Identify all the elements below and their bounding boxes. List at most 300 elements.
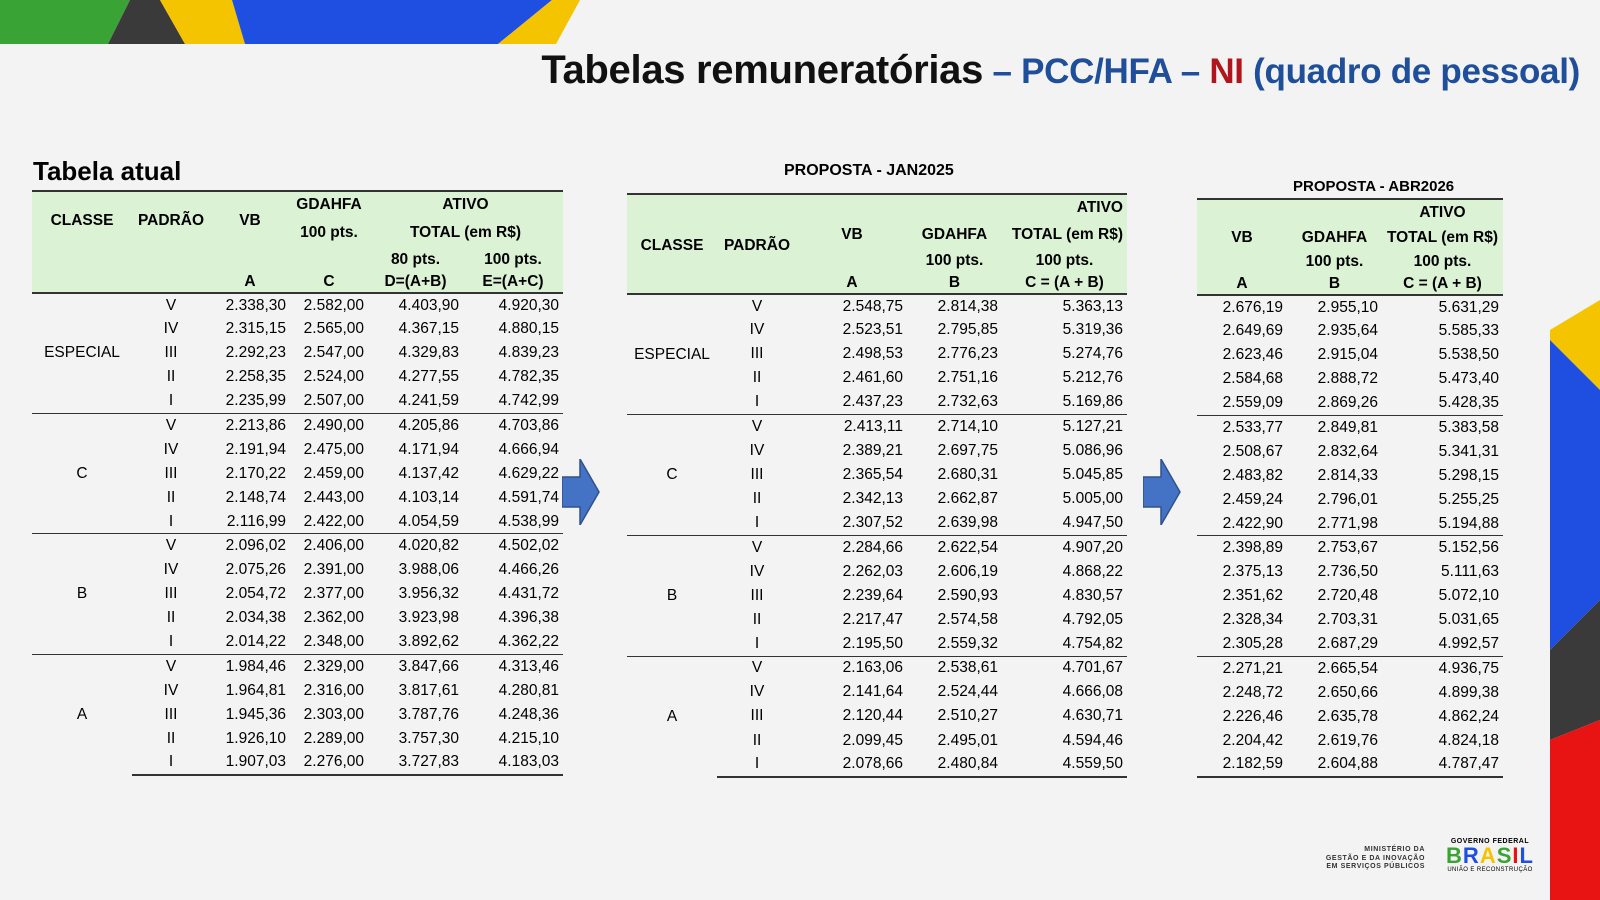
total-cell: 4.559,50 [1002, 753, 1127, 777]
padrao-cell: V [132, 413, 210, 437]
total-100-cell: 4.396,38 [498, 609, 559, 627]
padrao-cell: IV [749, 321, 765, 339]
title-main: Tabelas remuneratórias [541, 48, 984, 92]
brasil-letter: L [1519, 843, 1534, 868]
gdahfa-cell: 2.574,58 [937, 610, 998, 628]
page-title [541, 48, 1580, 93]
header-total: TOTAL (em R$) [409, 224, 522, 241]
vb-cell: 2.398,89 [1197, 536, 1287, 560]
header-col-c: C = (A + B) [1403, 274, 1482, 292]
gdahfa-cell: 2.776,23 [937, 345, 998, 363]
total-80-cell: 3.727,83 [368, 751, 463, 775]
gdahfa-cell: 2.507,00 [303, 392, 364, 410]
gdahfa-cell: 2.582,00 [290, 293, 368, 317]
vb-cell: 2.191,94 [225, 440, 286, 458]
total-100-cell: 4.183,03 [463, 751, 563, 775]
padrao-cell: I [168, 512, 174, 530]
total-cell: 4.787,47 [1382, 753, 1503, 777]
total-100-cell: 4.313,46 [463, 654, 563, 678]
total-80-cell: 4.103,14 [398, 488, 459, 506]
total-cell: 5.045,85 [1062, 466, 1123, 484]
padrao-cell: I [754, 514, 760, 532]
table-row [1197, 391, 1503, 415]
vb-cell: 2.096,02 [210, 534, 290, 558]
brasil-letter: S [1496, 843, 1513, 868]
total-80-cell: 4.329,83 [398, 344, 459, 362]
total-100-cell: 4.920,30 [463, 293, 563, 317]
padrao-cell: V [132, 534, 210, 558]
vb-cell: 1.926,10 [225, 729, 286, 747]
table-row [1197, 560, 1503, 584]
vb-cell: 1.945,36 [225, 705, 286, 723]
vb-cell: 2.389,21 [842, 441, 903, 459]
vb-cell: 2.375,13 [1222, 563, 1283, 581]
gdahfa-cell: 2.406,00 [290, 534, 368, 558]
table-row [1197, 608, 1503, 632]
vb-cell: 2.284,66 [797, 535, 907, 559]
total-cell: 5.631,29 [1382, 295, 1503, 319]
vb-cell: 2.533,77 [1197, 415, 1287, 439]
arrow-right-icon [562, 459, 600, 525]
vb-cell: 1.964,81 [225, 681, 286, 699]
gdahfa-cell: 2.697,75 [937, 441, 998, 459]
total-cell: 5.473,40 [1438, 370, 1499, 388]
vb-cell: 2.676,19 [1197, 295, 1287, 319]
gdahfa-cell: 2.329,00 [290, 654, 368, 678]
vb-cell: 2.078,66 [797, 753, 907, 777]
gdahfa-cell: 2.662,87 [937, 490, 998, 508]
total-100-cell: 4.248,36 [498, 705, 559, 723]
total-100-cell: 4.880,15 [498, 320, 559, 338]
gdahfa-cell: 2.547,00 [303, 344, 364, 362]
header-ativo: ATIVO [1002, 194, 1127, 220]
padrao-cell: IV [749, 441, 765, 459]
gdahfa-cell: 2.538,61 [907, 656, 1002, 680]
padrao-cell: II [166, 488, 176, 506]
table-row [1197, 681, 1503, 705]
top-color-band [0, 0, 600, 44]
classe-cell: B [627, 535, 717, 656]
gdahfa-cell: 2.680,31 [937, 466, 998, 484]
table-row [1197, 367, 1503, 391]
total-100-cell: 4.280,81 [498, 681, 559, 699]
ministry-label: MINISTÉRIO DA GESTÃO E DA INOVAÇÃO EM SERVIÇOS PÚBLICOS [1325, 846, 1425, 870]
gdahfa-cell: 2.751,16 [937, 369, 998, 387]
vb-cell: 2.014,22 [225, 633, 286, 651]
header-col-e: E=(A+C) [482, 272, 544, 290]
arrow-right-icon [1143, 459, 1181, 525]
total-cell: 4.992,57 [1438, 635, 1499, 653]
header-col-a: A [244, 272, 256, 290]
vb-cell: 2.141,64 [842, 683, 903, 701]
table-row [627, 415, 1127, 439]
table-row [1197, 319, 1503, 343]
gdahfa-cell: 2.935,64 [1317, 322, 1378, 340]
gdahfa-cell: 2.915,04 [1317, 346, 1378, 364]
total-80-cell: 4.020,82 [368, 534, 463, 558]
brasil-letter: A [1479, 843, 1497, 868]
total-cell: 4.830,57 [1062, 586, 1123, 604]
total-cell: 5.585,33 [1438, 322, 1499, 340]
total-100-cell: 4.431,72 [498, 585, 559, 603]
title-scope: (quadro de pessoal) [1243, 52, 1580, 91]
classe-cell: ESPECIAL [627, 294, 717, 415]
total-100-cell: 4.742,99 [498, 392, 559, 410]
header-col-a: A [846, 273, 858, 291]
total-100-cell: 4.502,02 [463, 534, 563, 558]
vb-cell: 2.075,26 [225, 561, 286, 579]
vb-cell: 2.239,64 [842, 586, 903, 604]
padrao-cell: II [752, 369, 762, 387]
gdahfa-cell: 2.475,00 [303, 440, 364, 458]
total-cell: 4.899,38 [1438, 683, 1499, 701]
classe-cell: C [627, 415, 717, 536]
gdahfa-cell: 2.604,88 [1287, 753, 1382, 777]
total-cell: 4.701,67 [1002, 656, 1127, 680]
gdahfa-cell: 2.753,67 [1287, 536, 1382, 560]
gdahfa-cell: 2.524,44 [937, 683, 998, 701]
gdahfa-cell: 2.459,00 [303, 464, 364, 482]
gdahfa-cell: 2.443,00 [303, 488, 364, 506]
header-col-c: C [323, 272, 335, 290]
vb-cell: 2.649,69 [1222, 322, 1283, 340]
vb-cell: 1.984,46 [210, 654, 290, 678]
total-cell: 5.538,50 [1438, 346, 1499, 364]
gdahfa-cell: 2.495,01 [937, 731, 998, 749]
total-80-cell: 4.241,59 [398, 392, 459, 410]
right-color-band [1550, 300, 1600, 900]
padrao-cell: IV [163, 561, 179, 579]
header-100pts: 100 pts. [300, 224, 358, 241]
table-row [627, 294, 1127, 318]
padrao-cell: V [717, 535, 797, 559]
total-80-cell: 3.892,62 [398, 633, 459, 651]
classe-cell: B [32, 534, 132, 654]
gdahfa-cell: 2.869,26 [1317, 394, 1378, 412]
table-row [1197, 705, 1503, 729]
gdahfa-cell: 2.606,19 [937, 562, 998, 580]
brasil-wordmark [1440, 845, 1540, 867]
total-80-cell: 3.847,66 [368, 654, 463, 678]
vb-cell: 2.623,46 [1222, 346, 1283, 364]
vb-cell: 2.034,38 [225, 609, 286, 627]
total-cell: 4.907,20 [1002, 535, 1127, 559]
padrao-cell: III [164, 464, 178, 482]
vb-cell: 2.248,72 [1222, 683, 1283, 701]
brasil-letter: R [1462, 843, 1480, 868]
table-proposta-abr2026 [1197, 198, 1503, 778]
vb-cell: 2.548,75 [797, 294, 907, 318]
padrao-cell: I [754, 393, 760, 411]
padrao-cell: I [754, 634, 760, 652]
total-cell: 4.824,18 [1438, 731, 1499, 749]
total-cell: 4.792,05 [1062, 610, 1123, 628]
total-80-cell: 4.277,55 [398, 368, 459, 386]
total-80-cell: 3.817,61 [398, 681, 459, 699]
total-cell: 5.072,10 [1438, 587, 1499, 605]
total-cell: 5.274,76 [1062, 345, 1123, 363]
gdahfa-cell: 2.362,00 [303, 609, 364, 627]
gdahfa-cell: 2.703,31 [1317, 611, 1378, 629]
total-80-cell: 4.171,94 [398, 440, 459, 458]
table-row [1197, 512, 1503, 536]
vb-cell: 2.437,23 [842, 393, 903, 411]
gdahfa-cell: 2.814,38 [907, 294, 1002, 318]
vb-cell: 2.584,68 [1222, 370, 1283, 388]
title-program: – PCC/HFA – [983, 52, 1210, 91]
total-cell: 4.868,22 [1062, 562, 1123, 580]
total-cell: 4.936,75 [1382, 656, 1503, 680]
classe-cell: C [32, 413, 132, 533]
header-col-b: B [1328, 274, 1341, 292]
vb-cell: 2.271,21 [1197, 656, 1287, 680]
table-row [1197, 729, 1503, 753]
gdahfa-cell: 2.650,66 [1317, 683, 1378, 701]
padrao-cell: III [750, 345, 764, 363]
total-80-cell: 3.956,32 [398, 585, 459, 603]
header-vb: VB [841, 226, 863, 243]
padrao-cell: V [717, 294, 797, 318]
governo-federal-logo: GOVERNO FEDERAL BRASIL UNIÃO E RECONSTRUÇÃO [1440, 838, 1540, 873]
total-100-cell: 4.362,22 [498, 633, 559, 651]
gdahfa-cell: 2.619,76 [1317, 731, 1378, 749]
header-100pts-b: 100 pts. [484, 251, 542, 268]
padrao-cell: III [164, 344, 178, 362]
total-cell: 4.630,71 [1062, 707, 1123, 725]
classe-cell: ESPECIAL [32, 293, 132, 413]
table-row [1197, 464, 1503, 488]
gdahfa-cell: 2.510,27 [937, 707, 998, 725]
total-80-cell: 4.054,59 [398, 512, 459, 530]
padrao-cell: II [752, 731, 762, 749]
total-100-cell: 4.629,22 [498, 464, 559, 482]
total-cell: 5.005,00 [1062, 490, 1123, 508]
padrao-cell: I [717, 753, 797, 777]
vb-cell: 2.182,59 [1197, 753, 1287, 777]
header-col-c: C = (A + B) [1025, 273, 1104, 291]
padrao-cell: II [752, 490, 762, 508]
total-cell: 5.194,88 [1438, 514, 1499, 532]
total-cell: 5.428,35 [1438, 394, 1499, 412]
brasil-letter: I [1512, 843, 1520, 868]
table-row [32, 534, 563, 558]
gdahfa-cell: 2.796,01 [1317, 490, 1378, 508]
vb-cell: 2.461,60 [842, 369, 903, 387]
table-row [32, 654, 563, 678]
vb-cell: 2.305,28 [1222, 635, 1283, 653]
gdahfa-cell: 2.377,00 [303, 585, 364, 603]
total-100-cell: 4.782,35 [498, 368, 559, 386]
total-cell: 5.086,96 [1062, 441, 1123, 459]
gdahfa-cell: 2.639,98 [937, 514, 998, 532]
vb-cell: 2.328,34 [1222, 611, 1283, 629]
vb-cell: 2.148,74 [225, 488, 286, 506]
vb-cell: 2.213,86 [210, 413, 290, 437]
table-row [1197, 488, 1503, 512]
total-cell: 5.111,63 [1440, 563, 1499, 581]
table-row [1197, 753, 1503, 777]
header-classe: CLASSE [640, 237, 704, 254]
table-row [32, 293, 563, 317]
vb-cell: 2.226,46 [1222, 707, 1283, 725]
proposta-abr-title: PROPOSTA - ABR2026 [1293, 178, 1455, 195]
total-cell: 5.169,86 [1062, 393, 1123, 411]
gdahfa-cell: 2.480,84 [907, 753, 1002, 777]
vb-cell: 2.163,06 [797, 656, 907, 680]
table-row [1197, 584, 1503, 608]
padrao-cell: III [750, 466, 764, 484]
header-gdahfa: GDAHFA [921, 226, 988, 243]
header-100pts-b: 100 pts. [1413, 253, 1472, 270]
total-cell: 5.363,13 [1002, 294, 1127, 318]
vb-cell: 2.315,15 [225, 320, 286, 338]
vb-cell: 2.523,51 [842, 321, 903, 339]
total-100-cell: 4.466,26 [498, 561, 559, 579]
gdahfa-cell: 2.714,10 [907, 415, 1002, 439]
table-row [1197, 343, 1503, 367]
classe-cell: A [32, 654, 132, 774]
gdahfa-cell: 2.687,29 [1317, 635, 1378, 653]
vb-cell: 2.483,82 [1222, 466, 1283, 484]
header-gdahfa: GDAHFA [290, 191, 368, 217]
vb-cell: 2.120,44 [842, 707, 903, 725]
gdahfa-cell: 2.565,00 [303, 320, 364, 338]
title-level: NI [1209, 52, 1244, 91]
table-row [1197, 295, 1503, 319]
gdahfa-cell: 2.732,63 [937, 393, 998, 411]
vb-cell: 2.262,03 [842, 562, 903, 580]
header-ativo: ATIVO [368, 191, 563, 217]
proposta-jan-title: PROPOSTA - JAN2025 [784, 162, 954, 179]
total-cell: 5.255,25 [1438, 490, 1499, 508]
gdahfa-cell: 2.635,78 [1317, 707, 1378, 725]
total-80-cell: 3.757,30 [398, 729, 459, 747]
vb-cell: 2.351,62 [1222, 587, 1283, 605]
vb-cell: 2.235,99 [225, 392, 286, 410]
padrao-cell: III [164, 585, 178, 603]
table-row [1197, 440, 1503, 464]
gdahfa-cell: 2.795,85 [937, 321, 998, 339]
total-100-cell: 4.538,99 [498, 512, 559, 530]
vb-cell: 2.099,45 [842, 731, 903, 749]
vb-cell: 2.498,53 [842, 345, 903, 363]
gdahfa-cell: 2.590,93 [937, 586, 998, 604]
vb-cell: 2.342,13 [842, 490, 903, 508]
padrao-cell: IV [749, 562, 765, 580]
total-cell: 5.383,58 [1382, 415, 1503, 439]
brasil-letter: B [1446, 843, 1463, 868]
gdahfa-cell: 2.665,54 [1287, 656, 1382, 680]
vb-cell: 2.195,50 [842, 634, 903, 652]
vb-cell: 2.307,52 [842, 514, 903, 532]
padrao-cell: III [750, 586, 764, 604]
classe-cell: A [627, 656, 717, 777]
gdahfa-cell: 2.276,00 [290, 751, 368, 775]
total-80-cell: 3.787,76 [398, 705, 459, 723]
total-cell: 4.666,08 [1062, 683, 1123, 701]
header-gdahfa: GDAHFA [1301, 229, 1368, 246]
gdahfa-cell: 2.888,72 [1317, 370, 1378, 388]
total-cell: 5.319,36 [1062, 321, 1123, 339]
total-cell: 4.754,82 [1062, 634, 1123, 652]
gdahfa-cell: 2.316,00 [303, 681, 364, 699]
gdahfa-cell: 2.736,50 [1317, 563, 1378, 581]
total-80-cell: 4.205,86 [368, 413, 463, 437]
padrao-cell: I [168, 392, 174, 410]
gdahfa-cell: 2.490,00 [290, 413, 368, 437]
gdahfa-cell: 2.422,00 [303, 512, 364, 530]
table-row [627, 656, 1127, 680]
vb-cell: 2.413,11 [797, 415, 907, 439]
padrao-cell: I [168, 633, 174, 651]
total-100-cell: 4.703,86 [463, 413, 563, 437]
padrao-cell: IV [749, 683, 765, 701]
padrao-cell: II [166, 609, 176, 627]
gdahfa-cell: 2.771,98 [1317, 514, 1378, 532]
vb-cell: 2.204,42 [1222, 731, 1283, 749]
gdahfa-cell: 2.849,81 [1287, 415, 1382, 439]
header-total: TOTAL (em R$) [1386, 229, 1499, 246]
table-proposta-jan2025 [627, 193, 1127, 778]
gdahfa-cell: 2.955,10 [1287, 295, 1382, 319]
padrao-cell: III [164, 705, 178, 723]
total-100-cell: 4.839,23 [498, 344, 559, 362]
padrao-cell: V [717, 656, 797, 680]
padrao-cell: II [752, 610, 762, 628]
header-col-b: B [948, 273, 961, 291]
vb-cell: 2.258,35 [225, 368, 286, 386]
gdahfa-cell: 2.289,00 [303, 729, 364, 747]
total-80-cell: 3.988,06 [398, 561, 459, 579]
vb-cell: 2.054,72 [225, 585, 286, 603]
gdahfa-cell: 2.622,54 [907, 535, 1002, 559]
vb-cell: 2.508,67 [1222, 442, 1283, 460]
header-total: TOTAL (em R$) [1011, 226, 1123, 243]
vb-cell: 2.422,90 [1222, 514, 1283, 532]
padrao-cell: V [132, 654, 210, 678]
gdahfa-cell: 2.814,33 [1317, 466, 1378, 484]
header-vb: VB [210, 191, 290, 249]
header-100pts-b: 100 pts. [1035, 252, 1094, 269]
vb-cell: 2.338,30 [210, 293, 290, 317]
vb-cell: 2.170,22 [225, 464, 286, 482]
vb-cell: 2.365,54 [842, 466, 903, 484]
gdahfa-cell: 2.524,00 [303, 368, 364, 386]
header-100pts-a: 100 pts. [1305, 253, 1364, 270]
table-row [627, 535, 1127, 559]
total-80-cell: 4.137,42 [398, 464, 459, 482]
total-cell: 4.862,24 [1438, 707, 1499, 725]
padrao-cell: II [166, 368, 176, 386]
vb-cell: 2.292,23 [225, 344, 286, 362]
padrao-cell: III [750, 707, 764, 725]
vb-cell: 2.559,09 [1222, 394, 1283, 412]
header-col-a: A [1236, 274, 1248, 292]
table-row [1197, 415, 1503, 439]
vb-cell: 2.459,24 [1222, 490, 1283, 508]
padrao-cell: V [132, 293, 210, 317]
vb-cell: 2.116,99 [226, 512, 286, 530]
total-80-cell: 3.923,98 [398, 609, 459, 627]
total-100-cell: 4.591,74 [498, 488, 559, 506]
total-cell: 5.031,65 [1438, 611, 1499, 629]
table-row [32, 413, 563, 437]
header-100pts-a: 100 pts. [925, 252, 984, 269]
header-classe: CLASSE [32, 191, 132, 249]
total-cell: 4.947,50 [1062, 514, 1123, 532]
table-row [1197, 536, 1503, 560]
header-col-d: D=(A+B) [384, 272, 447, 290]
